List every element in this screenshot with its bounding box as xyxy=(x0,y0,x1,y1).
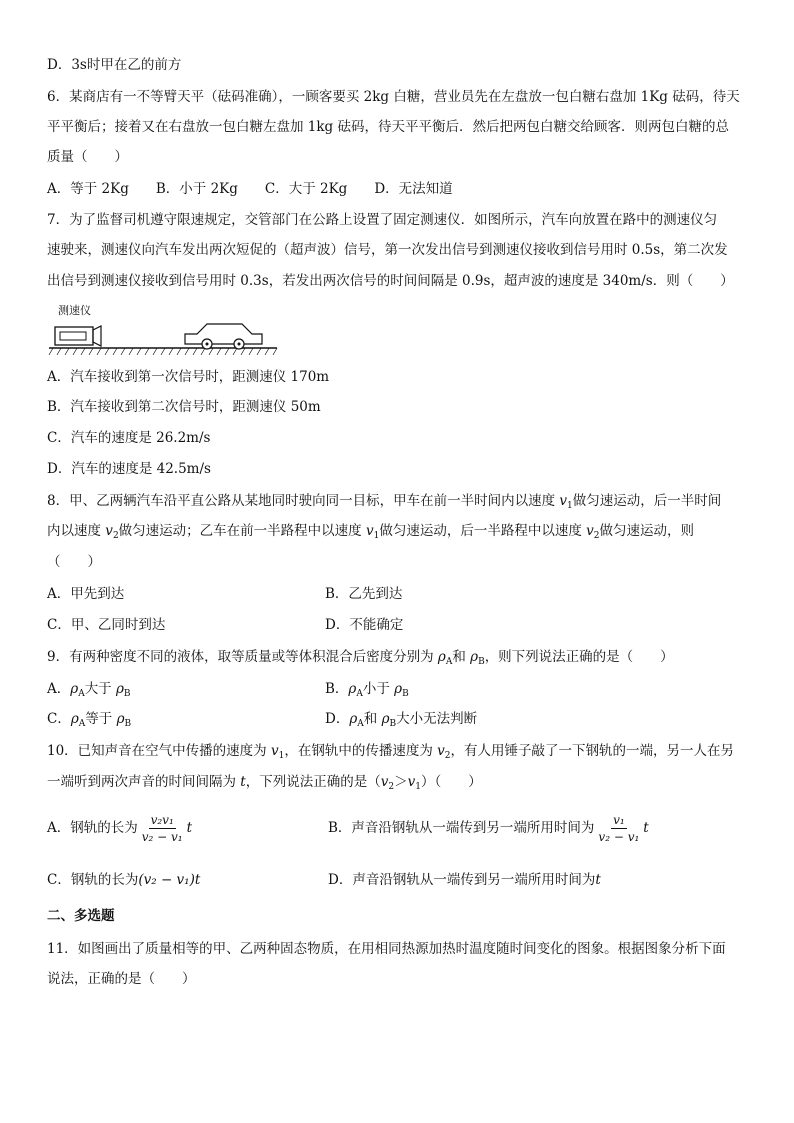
q9-option-c xyxy=(47,709,131,734)
subscript: A xyxy=(78,719,86,729)
q10-text: ）（ ） xyxy=(420,774,482,790)
rho-symbol: ρ xyxy=(394,681,403,697)
v-symbol: v xyxy=(380,774,389,790)
subscript: B xyxy=(124,719,132,729)
q7-option-a: A．汽车接收到第一次信号时，距测速仪 170m xyxy=(47,369,330,385)
q9-text: 小于 xyxy=(362,681,395,697)
fraction-denominator: v₂ − v₁ xyxy=(141,830,183,844)
q7-stem-line2: 速驶来，测速仪向汽车发出两次短促的（超声波）信号，第一次发出信号到测速仪接收到信号用时 0.5s，第二次发 xyxy=(47,242,728,258)
subscript: 2 xyxy=(388,782,395,792)
q11-stem-line2: 说法，正确的是（ ） xyxy=(47,971,196,987)
q10-text: ，在钢轨中的传播速度为 xyxy=(284,743,438,759)
q10-stem-line1 xyxy=(47,741,734,766)
q5-option-d: D．3s时甲在乙的前方 xyxy=(47,57,182,73)
t-symbol: t xyxy=(643,820,649,836)
subscript: B xyxy=(123,689,131,699)
q9-text: 和 xyxy=(452,649,471,665)
q9-text: C． xyxy=(47,711,71,727)
subscript: 2 xyxy=(444,751,451,761)
fraction-numerator: v₂v₁ xyxy=(150,813,174,827)
q10-text: ，有人用锤子敲了一下钢轨的一端，另一人在另 xyxy=(450,743,735,759)
q10-text: A．钢轨的长为 xyxy=(47,820,138,836)
section-title-multiple-choice: 二、多选题 xyxy=(47,908,115,924)
subscript: A xyxy=(357,719,364,729)
q8-text: 做匀速运动；乙车在前一半路程中以速度 xyxy=(118,523,366,539)
subscript: 2 xyxy=(112,531,119,541)
q8-option-b: B．乙先到达 xyxy=(325,586,403,602)
q9-stem-line1 xyxy=(47,647,674,672)
speed-radar-label: 测速仪 xyxy=(58,304,91,317)
q10-option-a xyxy=(47,810,192,846)
q6-stem-line3: 质量（ ） xyxy=(47,149,128,165)
subscript: A xyxy=(356,689,363,699)
speed-radar-figure xyxy=(47,300,279,358)
v-symbol: v xyxy=(437,743,445,759)
q10-text: B．声音沿钢轨从一端传到另一端所用时间为 xyxy=(328,820,595,836)
subscript: B xyxy=(402,689,409,699)
q8-text: 做匀速运动，后一半时间 xyxy=(572,493,722,509)
q9-option-b xyxy=(325,679,409,704)
t-symbol: t xyxy=(240,774,246,790)
q9-text: 等于 xyxy=(85,711,117,727)
q10-stem-line2 xyxy=(47,772,482,797)
q9-text: D． xyxy=(325,711,350,727)
q8-text: 做匀速运动，后一半路程中以速度 xyxy=(379,523,587,539)
q7-option-b: B．汽车接收到第二次信号时，距测速仪 50m xyxy=(47,399,321,415)
q7-option-c: C．汽车的速度是 26.2m/s xyxy=(47,430,211,446)
v-symbol: v xyxy=(586,523,594,539)
q8-text: 做匀速运动，则 xyxy=(599,523,695,539)
fraction-numerator: v₁ xyxy=(613,813,625,827)
q9-option-d xyxy=(325,709,477,734)
t-symbol: t xyxy=(186,820,193,836)
q8-stem-line1 xyxy=(47,491,721,516)
q7-stem-line3: 出信号到测速仪接收到信号用时 0.3s，若发出两次信号的时间间隔是 0.9s，超声波的速度是 340m/s．则（ ） xyxy=(47,273,734,289)
rho-symbol: ρ xyxy=(116,711,125,727)
q6-stem-line2: 平平衡后；接着又在右盘放一包白糖左盘加 1kg 砝码，待天平平衡后．然后把两包白糖交给顾客．则两包白糖的总 xyxy=(47,119,729,135)
rho-symbol: ρ xyxy=(70,711,79,727)
subscript: A xyxy=(445,657,453,667)
q9-text: ，则下列说法正确的是（ ） xyxy=(484,649,674,665)
q11-stem-line1: 11．如图画出了质量相等的甲、乙两种固态物质，在用相同热源加热时温度随时间变化的图象。根据图象分析下面 xyxy=(47,941,726,957)
v-symbol: v xyxy=(105,523,113,539)
q10-text: ，下列说法正确的是（ xyxy=(245,774,381,790)
q10-option-c xyxy=(47,870,200,890)
rho-symbol: ρ xyxy=(437,649,446,665)
q6-options: A．等于 2Kg B．小于 2Kg C．大于 2Kg D．无法知道 xyxy=(47,181,453,197)
subscript: 1 xyxy=(373,531,380,541)
subscript: 1 xyxy=(415,782,421,792)
q10-text: ＞ xyxy=(394,774,408,790)
subscript: 2 xyxy=(593,531,600,541)
rho-symbol: ρ xyxy=(348,681,357,697)
q7-stem-line1: 7．为了监督司机遵守限速规定，交管部门在公路上设置了固定测速仪．如图所示，汽车向放置在路中的测速仪匀 xyxy=(47,212,718,228)
q10-option-b xyxy=(328,810,649,846)
v-symbol: v xyxy=(407,774,416,790)
fraction xyxy=(596,812,641,845)
q8-text: 内以速度 xyxy=(47,523,106,539)
q9-text: A． xyxy=(47,681,71,697)
v-symbol: v xyxy=(365,523,374,539)
q10-text: C．钢轨的长为 xyxy=(47,872,139,888)
q10-option-d xyxy=(328,870,601,890)
q8-option-a: A．甲先到达 xyxy=(47,586,125,602)
subscript: A xyxy=(78,689,85,699)
q8-stem-line3: （ ） xyxy=(47,554,101,570)
math-expression: (v₂ − v₁)t xyxy=(138,872,201,888)
fraction xyxy=(140,812,185,845)
q8-stem-line2 xyxy=(47,521,694,546)
subscript: 1 xyxy=(567,501,573,511)
subscript: B xyxy=(389,719,397,729)
q9-text: 9．有两种密度不同的液体，取等质量或等体积混合后密度分别为 xyxy=(47,649,438,665)
rho-symbol: ρ xyxy=(349,711,358,727)
rho-symbol: ρ xyxy=(115,681,124,697)
rho-symbol: ρ xyxy=(381,711,390,727)
t-symbol: t xyxy=(595,872,601,888)
q10-text: 10．已知声音在空气中传播的速度为 xyxy=(47,743,271,759)
rho-symbol: ρ xyxy=(470,649,479,665)
q9-text: B． xyxy=(325,681,349,697)
q7-option-d: D．汽车的速度是 42.5m/s xyxy=(47,461,211,477)
q9-option-a xyxy=(47,679,131,704)
q10-text: D．声音沿钢轨从一端传到另一端所用时间为 xyxy=(328,872,596,888)
q8-option-d: D．不能确定 xyxy=(325,617,404,633)
q10-text: 一端听到两次声音的时间间隔为 xyxy=(47,774,241,790)
q9-text: 大于 xyxy=(84,681,116,697)
subscript: B xyxy=(478,657,485,667)
v-symbol: v xyxy=(559,493,568,509)
q8-option-c: C．甲、乙同时到达 xyxy=(47,617,166,633)
q8-text: 8．甲、乙两辆汽车沿平直公路从某地同时驶向同一目标，甲车在前一半时间内以速度 xyxy=(47,493,560,509)
q9-text: 和 xyxy=(363,711,382,727)
subscript: 1 xyxy=(278,751,285,761)
fraction-denominator: v₂ − v₁ xyxy=(598,830,640,844)
q6-stem-line1: 6．某商店有一不等臂天平（砝码准确），一顾客要买 2kg 白糖，营业员先在左盘放一包白糖右盘加 1Kg 砝码，待天 xyxy=(47,89,740,105)
v-symbol: v xyxy=(270,743,279,759)
rho-symbol: ρ xyxy=(70,681,79,697)
q9-text: 大小无法判断 xyxy=(396,711,478,727)
